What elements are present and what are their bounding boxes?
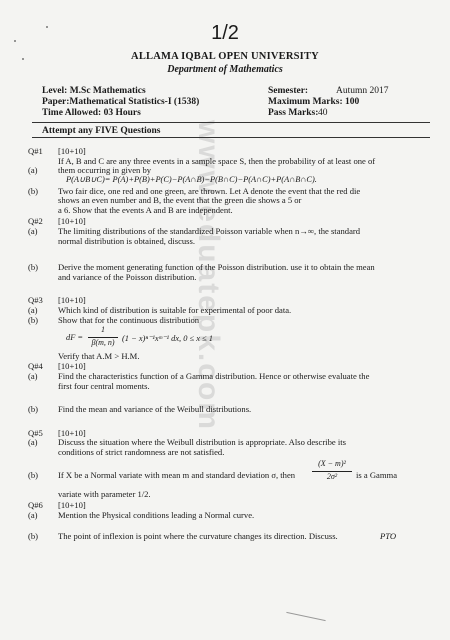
fraction-numerator: (X − m)² [318,459,346,468]
part-label: (b) [28,315,39,325]
part-label: (a) [28,305,38,315]
max-marks-label: Maximum Marks: 100 [268,97,360,107]
question-text: shows an even number and B, the event that the green die shows a 5 or [58,195,302,205]
question-number: Q#1 [28,146,43,156]
question-text: Verify that A.M > H.M. [58,351,140,361]
part-label: (a) [28,226,38,236]
question-text: conditions of strict randomness are not satisfied. [58,447,225,457]
question-marks: [10+10] [58,216,86,226]
question-text: If A, B and C are any three events in a sample space S, then the probability of at least one of [58,156,376,166]
part-label: (b) [28,470,39,480]
part-label: (b) [28,262,39,272]
level-label: Level: M.Sc Mathematics [42,86,146,96]
part-label: (b) [28,531,39,541]
fraction-denominator: 2σ² [326,472,338,481]
paper-label: Paper:Mathematical Statistics-I (1538) [42,97,200,107]
question-text: Find the mean and variance of the Weibull distributions. [58,404,252,414]
question-text: Mention the Physical conditions leading a Normal curve. [58,510,255,520]
question-text: and variance of the Poisson distribution. [58,272,197,282]
time-allowed-label: Time Allowed: 03 Hours [42,108,141,118]
question-marks: [10+10] [58,428,86,438]
question-marks: [10+10] [58,500,86,510]
instruction: Attempt any FIVE Questions [42,126,161,136]
question-number: Q#4 [28,361,43,371]
question-text: If X be a Normal variate with mean m and standard deviation σ, then [58,470,296,480]
question-text: The point of inflexion is point where the curvature changes its direction. Discuss. [58,531,338,541]
question-text: is a Gamma [356,470,398,480]
scan-scrawl [286,612,325,621]
fraction-denominator: β(m, n) [91,338,115,347]
part-label: (a) [28,371,38,381]
question-text: Derive the moment generating function of the Poisson distribution. use it to obtain the mean [58,262,375,272]
part-label: (b) [28,404,39,414]
part-label: (a) [28,165,38,175]
density-rhs: (1 − x)ⁿ⁻¹xᵐ⁻¹ dx, 0 ≤ x ≤ 1 [122,334,213,343]
probability-formula: P(A∪B∪C)= P(A)+P(B)+P(C)−P(A∩B)−P(B∩C)−P(A∩C)+P(A∩B∩C). [66,175,317,184]
density-lhs: dF = [66,333,84,342]
question-text: variate with parameter 1/2. [58,489,151,499]
part-label: (b) [28,186,39,196]
question-text: first four central moments. [58,381,150,391]
question-text: normal distribution is obtained, discuss. [58,236,196,246]
pass-marks-label: Pass Marks: [268,108,319,118]
semester-label: Semester: [268,86,309,96]
question-text: a 6. Show that the events A and B are independent. [58,205,233,215]
question-number: Q#3 [28,295,43,305]
question-marks: [10+10] [58,361,86,371]
question-marks: [10+10] [58,146,86,156]
question-text: Discuss the situation where the Weibull distribution is appropriate. Also describe its [58,437,346,447]
university-name: ALLAMA IQBAL OPEN UNIVERSITY [131,51,319,62]
question-number: Q#2 [28,216,43,226]
question-text: Find the characteristics function of a Gamma distribution. Hence or otherwise evaluate the [58,371,370,381]
question-marks: [10+10] [58,295,86,305]
instruction-rule [32,137,430,138]
pto-note: PTO [380,531,397,541]
question-number: Q#5 [28,428,43,438]
page-number: 1/2 [211,22,239,44]
question-text: The limiting distributions of the standardized Poisson variable when n→∞, the standard [58,226,361,236]
part-label: (a) [28,437,38,447]
question-number: Q#6 [28,500,43,510]
watermark: www.eduatepk.com [192,120,225,431]
question-text: Show that for the continuous distribution [58,315,200,325]
question-text: Which kind of distribution is suitable for experimental of poor data. [58,305,292,315]
department-name: Department of Mathematics [167,64,283,75]
part-label: (a) [28,510,38,520]
semester-value: Autumn 2017 [336,86,389,96]
fraction-numerator: 1 [101,325,105,334]
question-text: Two fair dice, one red and one green, are thrown. Let A denote the event that the red die [58,186,361,196]
header-rule [32,122,430,123]
question-text: them occurring in given by [58,165,152,175]
pass-marks-value: 40 [318,108,328,118]
